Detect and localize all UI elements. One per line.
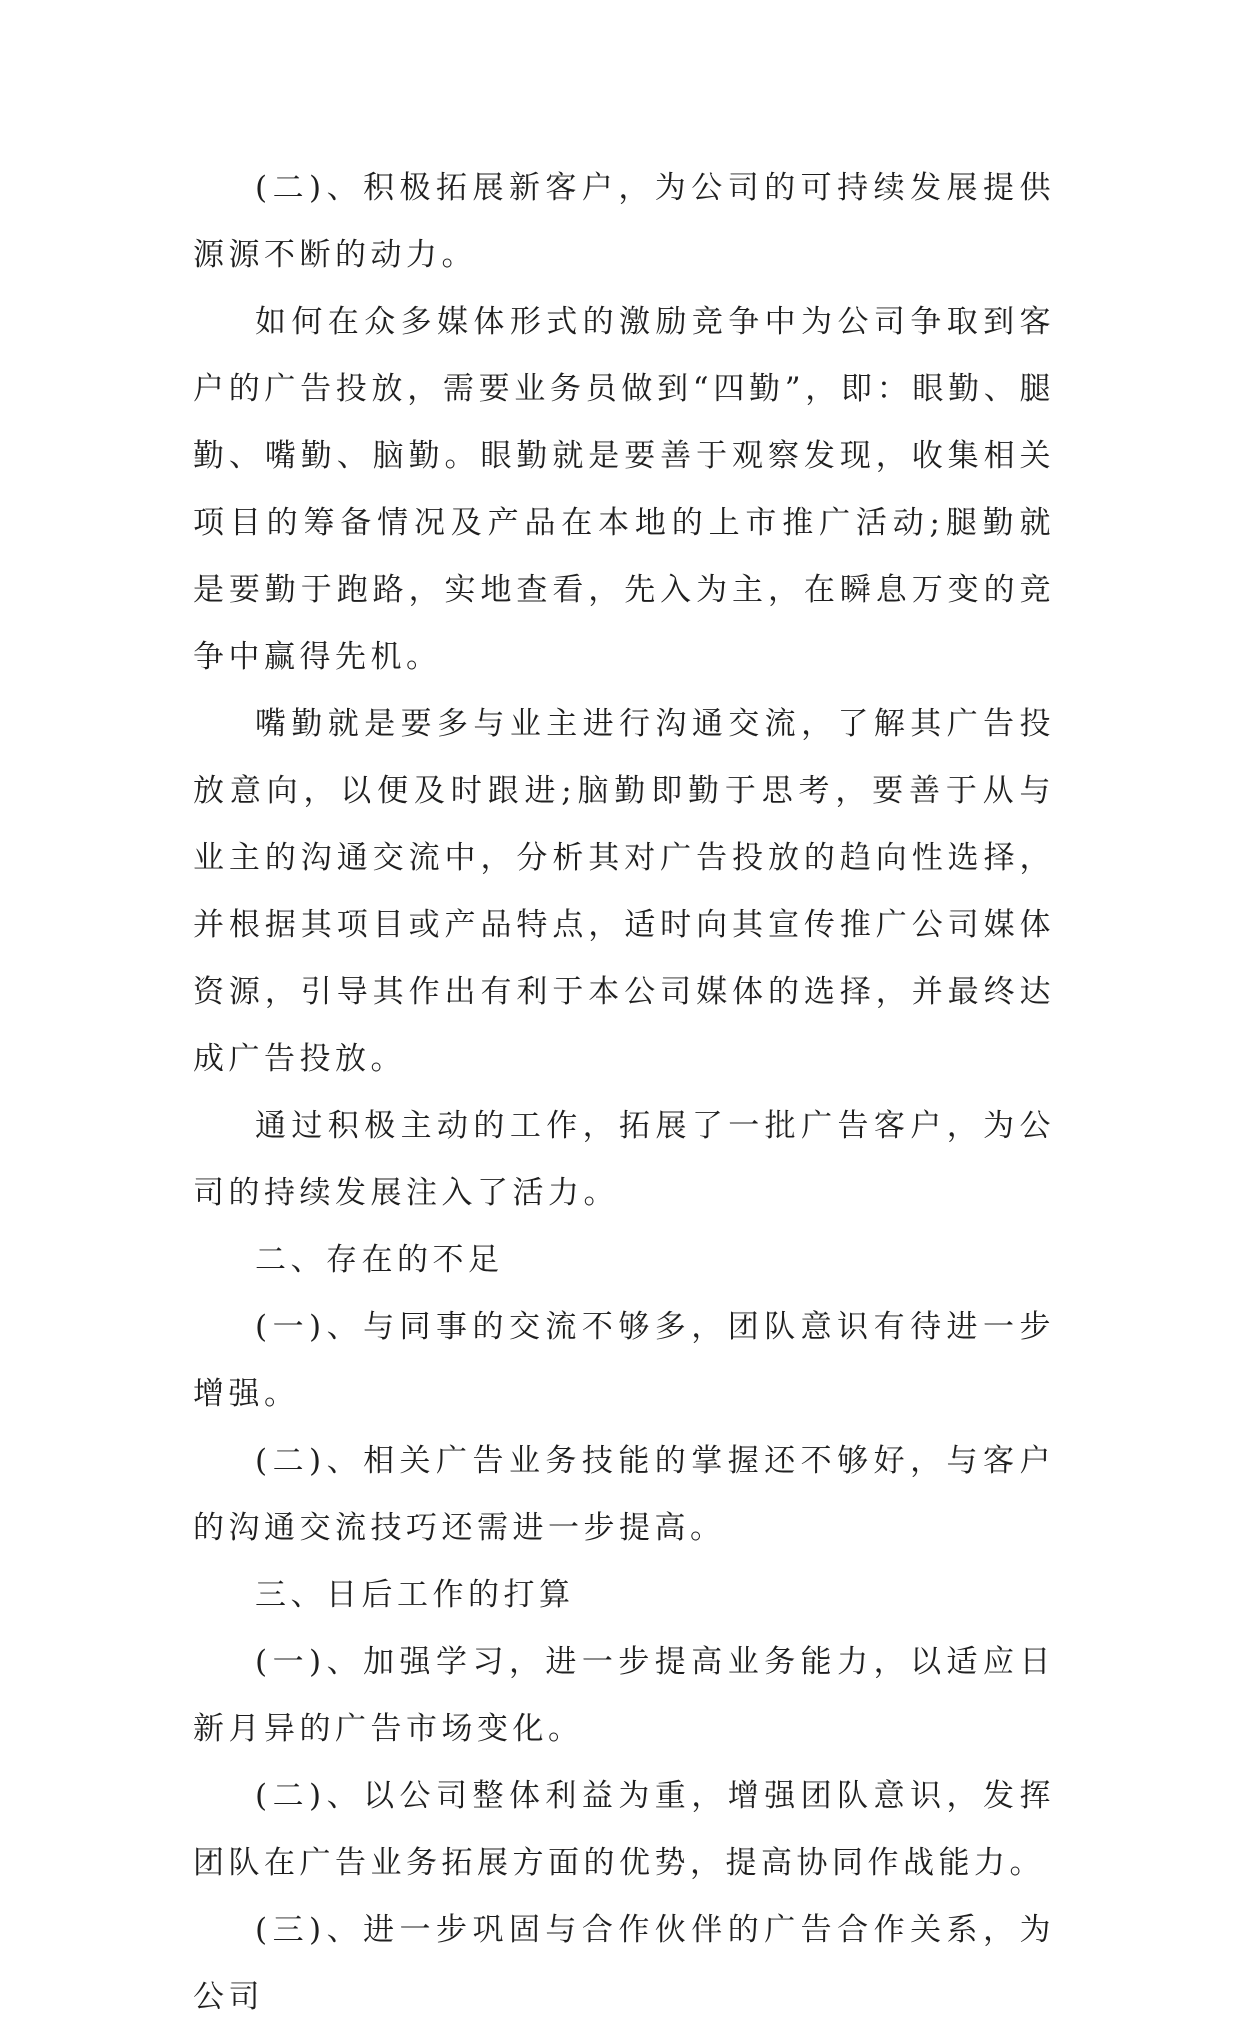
paragraph-four-diligences: 如何在众多媒体形式的激励竞争中为公司争取到客户的广告投放，需要业务员做到“四勤”，即：眼勤、腿勤、嘴勤、脑勤。眼勤就是要善于观察发现，收集相关项目的筹备情况及产品在本地的上市推广活动;腿勤就是要勤于跑路，实地查看，先入为主，在瞬息万变的竞争中赢得先机。 xyxy=(193,304,1055,675)
paragraph-plan-1: (一)、加强学习，进一步提高业务能力，以适应日新月异的广告市场变化。 xyxy=(193,1644,1055,1747)
paragraph-plan-3: (三)、进一步巩固与合作伙伴的广告合作关系，为公司 xyxy=(193,1912,1055,2015)
section-heading-future-plans: 三、日后工作的打算 xyxy=(255,1577,575,1613)
paragraph-new-clients-heading: (二)、积极拓展新客户，为公司的可持续发展提供源源不断的动力。 xyxy=(193,170,1055,273)
document-body xyxy=(193,155,1055,2031)
paragraph-shortcoming-1: (一)、与同事的交流不够多，团队意识有待进一步增强。 xyxy=(193,1309,1055,1412)
paragraph-work-results: 通过积极主动的工作，拓展了一批广告客户，为公司的持续发展注入了活力。 xyxy=(193,1108,1055,1211)
section-heading-shortcomings: 二、存在的不足 xyxy=(255,1242,504,1278)
paragraph-plan-2: (二)、以公司整体利益为重，增强团队意识，发挥团队在广告业务拓展方面的优势，提高协同作战能力。 xyxy=(193,1778,1055,1881)
paragraph-mouth-and-mind-diligence: 嘴勤就是要多与业主进行沟通交流，了解其广告投放意向，以便及时跟进;脑勤即勤于思考，要善于从与业主的沟通交流中，分析其对广告投放的趋向性选择，并根据其项目或产品特点，适时向其宣传推广公司媒体资源，引导其作出有利于本公司媒体的选择，并最终达成广告投放。 xyxy=(193,706,1055,1077)
paragraph-shortcoming-2: (二)、相关广告业务技能的掌握还不够好，与客户的沟通交流技巧还需进一步提高。 xyxy=(193,1443,1055,1546)
